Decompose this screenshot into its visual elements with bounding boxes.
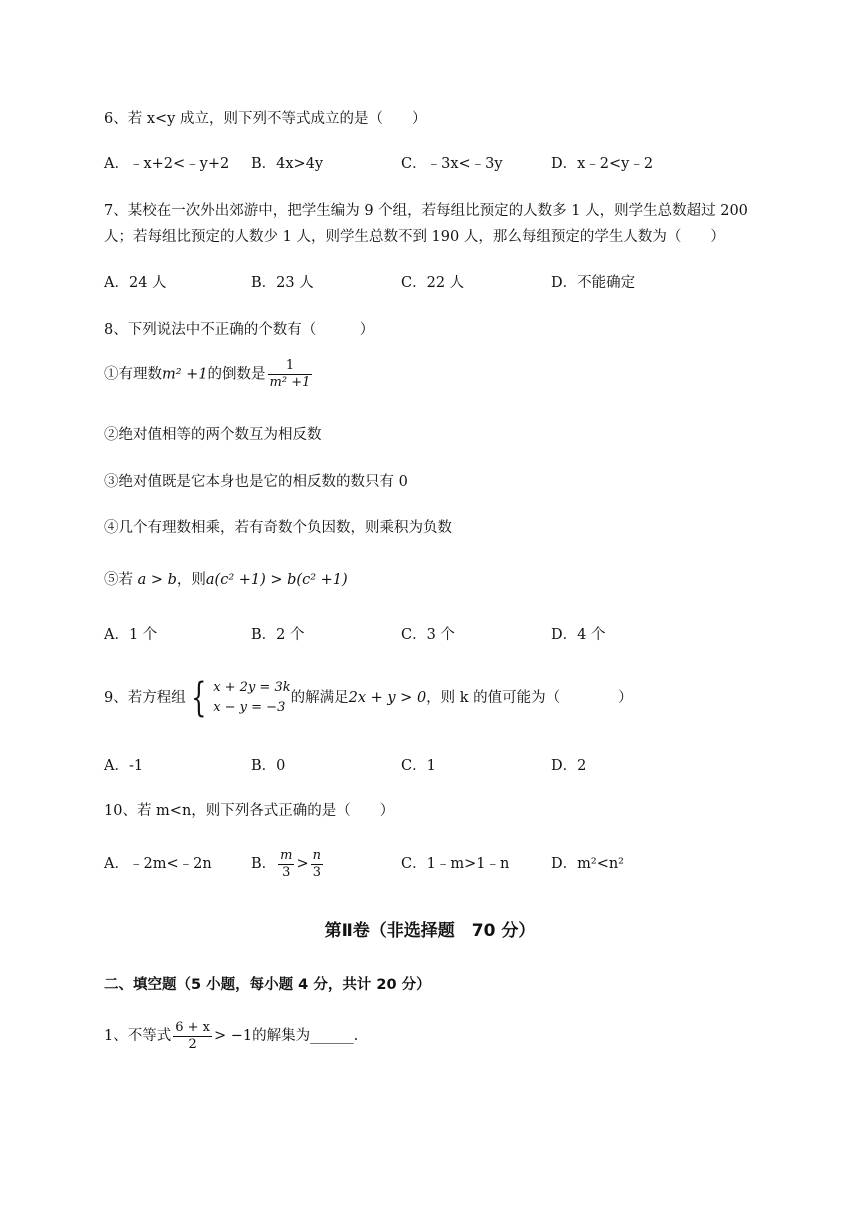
part-title: 二、填空题（5 小题，每小题 4 分，共计 20 分） — [104, 977, 431, 993]
q8-s1-mid: 的倒数是 — [207, 366, 266, 383]
q9-eq2: x − y = −3 — [213, 700, 286, 715]
q8-option-d: D．4 个 — [551, 627, 606, 643]
q10-b-num1: m — [280, 847, 293, 863]
fill1-frac-num: 6 + x — [175, 1019, 210, 1035]
q8-s1-fraction — [268, 358, 313, 391]
q9-equation-system — [213, 678, 290, 718]
fill-question-1 — [104, 1018, 358, 1054]
q10-option-c: C．1﹣m>1﹣n — [401, 856, 510, 872]
q10-b-rel: > — [296, 856, 309, 872]
q7-option-a: A．24 人 — [104, 275, 167, 291]
fill1-suffix: 的解集为______. — [252, 1028, 359, 1044]
q8-option-b: B．2 个 — [251, 627, 305, 643]
q8-s1-frac-den: m² +1 — [269, 375, 311, 390]
q8-s1-frac-num: 1 — [285, 358, 295, 373]
q10-b-den2: 3 — [311, 864, 323, 881]
q8-s5-mid: ，则 — [176, 572, 206, 588]
fill1-prefix: 1、不等式 — [104, 1028, 172, 1044]
q10-option-d: D．m²<n² — [551, 856, 624, 872]
question-7-stem-line2: 人；若每组比预定的人数少 1 人，则学生总数不到 190 人，那么每组预定的学生人数为（ ） — [104, 229, 725, 245]
q8-option-a: A．1 个 — [104, 627, 158, 643]
q9-stem-suffix: ，则 k 的值可能为（ ） — [426, 690, 633, 706]
q10-option-b — [251, 846, 325, 882]
q9-option-b: B．0 — [251, 758, 286, 774]
q8-s1-expr: m² +1 — [162, 366, 208, 383]
q7-option-c: C．22 人 — [401, 275, 465, 291]
q6-option-d: D．x﹣2<y﹣2 — [551, 156, 654, 172]
q10-b-frac-2 — [311, 848, 323, 881]
q6-option-b: B．4x>4y — [251, 156, 324, 172]
q8-statement-3: ③绝对值既是它本身也是它的相反数的数只有 0 — [104, 474, 408, 490]
question-7-stem-line1: 7、某校在一次外出郊游中，把学生编为 9 个组，若每组比预定的人数多 1 人，则学生总数超过 200 — [104, 203, 748, 219]
question-9-stem — [104, 676, 633, 720]
question-8-stem: 8、下列说法中不正确的个数有（ ） — [104, 322, 375, 338]
q10-b-prefix: B． — [251, 856, 277, 872]
q9-option-d: D．2 — [551, 758, 587, 774]
q9-condition: 2x + y > 0 — [348, 690, 427, 706]
q8-option-c: C．3 个 — [401, 627, 455, 643]
q10-option-a: A．﹣2m<﹣2n — [104, 856, 212, 872]
fill1-rel: > −1 — [214, 1028, 253, 1044]
q8-statement-4: ④几个有理数相乘，若有奇数个负因数，则乘积为负数 — [104, 520, 452, 536]
q9-stem-mid: 的解满足 — [290, 690, 349, 706]
q7-option-b: B．23 人 — [251, 275, 314, 291]
q8-statement-5 — [104, 570, 348, 590]
q8-s1-prefix: ①有理数 — [104, 366, 162, 383]
q8-statement-2: ②绝对值相等的两个数互为相反数 — [104, 427, 322, 443]
q10-b-den1: 3 — [278, 864, 294, 881]
fill1-fraction — [173, 1020, 212, 1053]
q8-s5-expr: a(c² +1) > b(c² +1) — [205, 572, 348, 588]
question-10-stem: 10、若 m<n，则下列各式正确的是（ ） — [104, 803, 395, 819]
q8-s5-cond: a > b — [137, 572, 177, 588]
q9-eq1: x + 2y = 3k — [213, 680, 291, 695]
q6-option-c: C．﹣3x<﹣3y — [401, 156, 503, 172]
q9-option-c: C．1 — [401, 758, 436, 774]
brace-icon: { — [190, 675, 207, 721]
q8-statement-1 — [104, 358, 314, 391]
q9-stem-prefix: 9、若方程组 — [104, 690, 186, 706]
q8-s5-prefix: ⑤若 — [104, 572, 133, 588]
question-6-stem: 6、若 x<y 成立，则下列不等式成立的是（ ） — [104, 111, 427, 127]
fill1-frac-den: 2 — [173, 1036, 212, 1053]
q10-b-num2: n — [312, 847, 322, 863]
section-title: 第Ⅱ卷（非选择题 70 分） — [324, 921, 536, 941]
q9-option-a: A．-1 — [104, 758, 144, 774]
q10-b-frac-1 — [278, 848, 294, 881]
q7-option-d: D．不能确定 — [551, 275, 636, 291]
q6-option-a: A．﹣x+2<﹣y+2 — [104, 156, 230, 172]
